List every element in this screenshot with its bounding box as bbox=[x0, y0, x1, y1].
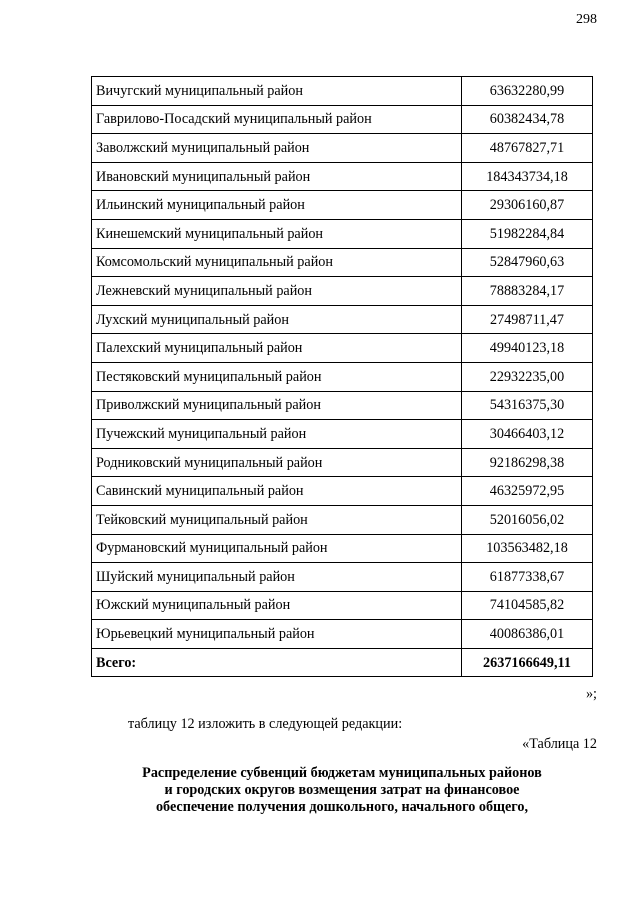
amount-cell: 52847960,63 bbox=[462, 248, 593, 277]
table-row bbox=[92, 563, 593, 592]
district-name-cell: Тейковский муниципальный район bbox=[92, 505, 462, 534]
table-row bbox=[92, 620, 593, 649]
amount-cell: 29306160,87 bbox=[462, 191, 593, 220]
table-row bbox=[92, 391, 593, 420]
table-row bbox=[92, 105, 593, 134]
total-amount-cell: 2637166649,11 bbox=[462, 648, 593, 677]
amount-cell: 74104585,82 bbox=[462, 591, 593, 620]
table-row bbox=[92, 448, 593, 477]
district-name-cell: Лухский муниципальный район bbox=[92, 305, 462, 334]
amount-cell: 60382434,78 bbox=[462, 105, 593, 134]
table-row bbox=[92, 77, 593, 106]
district-name-cell: Фурмановский муниципальный район bbox=[92, 534, 462, 563]
table-row bbox=[92, 362, 593, 391]
table-row bbox=[92, 334, 593, 363]
district-name-cell: Ильинский муниципальный район bbox=[92, 191, 462, 220]
closing-quote: »; bbox=[585, 686, 597, 702]
district-name-cell: Юрьевецкий муниципальный район bbox=[92, 620, 462, 649]
district-name-cell: Южский муниципальный район bbox=[92, 591, 462, 620]
district-name-cell: Комсомольский муниципальный район bbox=[92, 248, 462, 277]
budget-table bbox=[91, 76, 593, 677]
district-name-cell: Вичугский муниципальный район bbox=[92, 77, 462, 106]
district-name-cell: Лежневский муниципальный район bbox=[92, 277, 462, 306]
table-heading-line: и городских округов возмещения затрат на финансовое bbox=[164, 782, 520, 798]
table-heading-line: обеспечение получения дошкольного, начального общего, bbox=[155, 799, 529, 815]
district-name-cell: Заволжский муниципальный район bbox=[92, 134, 462, 163]
table-row bbox=[92, 248, 593, 277]
amount-cell: 78883284,17 bbox=[462, 277, 593, 306]
district-name-cell: Родниковский муниципальный район bbox=[92, 448, 462, 477]
instruction-paragraph: таблицу 12 изложить в следующей редакции: bbox=[128, 716, 403, 732]
amount-cell: 49940123,18 bbox=[462, 334, 593, 363]
district-name-cell: Савинский муниципальный район bbox=[92, 477, 462, 506]
table-row bbox=[92, 191, 593, 220]
amount-cell: 54316375,30 bbox=[462, 391, 593, 420]
amount-cell: 40086386,01 bbox=[462, 620, 593, 649]
amount-cell: 51982284,84 bbox=[462, 219, 593, 248]
table-row bbox=[92, 219, 593, 248]
amount-cell: 27498711,47 bbox=[462, 305, 593, 334]
amount-cell: 52016056,02 bbox=[462, 505, 593, 534]
district-name-cell: Пучежский муниципальный район bbox=[92, 420, 462, 449]
amount-cell: 184343734,18 bbox=[462, 162, 593, 191]
page-number: 298 bbox=[576, 12, 597, 27]
district-name-cell: Пестяковский муниципальный район bbox=[92, 362, 462, 391]
table-row bbox=[92, 477, 593, 506]
table-row bbox=[92, 505, 593, 534]
district-name-cell: Кинешемский муниципальный район bbox=[92, 219, 462, 248]
district-name-cell: Приволжский муниципальный район bbox=[92, 391, 462, 420]
district-name-cell: Палехский муниципальный район bbox=[92, 334, 462, 363]
amount-cell: 61877338,67 bbox=[462, 563, 593, 592]
table-row bbox=[92, 162, 593, 191]
table-row bbox=[92, 534, 593, 563]
amount-cell: 92186298,38 bbox=[462, 448, 593, 477]
district-name-cell: Ивановский муниципальный район bbox=[92, 162, 462, 191]
amount-cell: 48767827,71 bbox=[462, 134, 593, 163]
amount-cell: 103563482,18 bbox=[462, 534, 593, 563]
total-row bbox=[92, 648, 593, 677]
district-name-cell: Гаврилово-Посадский муниципальный район bbox=[92, 105, 462, 134]
table-row bbox=[92, 305, 593, 334]
amount-cell: 63632280,99 bbox=[462, 77, 593, 106]
amount-cell: 30466403,12 bbox=[462, 420, 593, 449]
total-label-cell: Всего: bbox=[92, 648, 462, 677]
amount-cell: 22932235,00 bbox=[462, 362, 593, 391]
table-heading-line: Распределение субвенций бюджетам муниципальных районов bbox=[142, 765, 542, 781]
table-row bbox=[92, 591, 593, 620]
amount-cell: 46325972,95 bbox=[462, 477, 593, 506]
district-name-cell: Шуйский муниципальный район bbox=[92, 563, 462, 592]
table-row bbox=[92, 134, 593, 163]
table-row bbox=[92, 420, 593, 449]
table-row bbox=[92, 277, 593, 306]
table-heading bbox=[91, 765, 593, 816]
budget-table-body bbox=[92, 77, 593, 677]
table-label: «Таблица 12 bbox=[522, 736, 597, 752]
